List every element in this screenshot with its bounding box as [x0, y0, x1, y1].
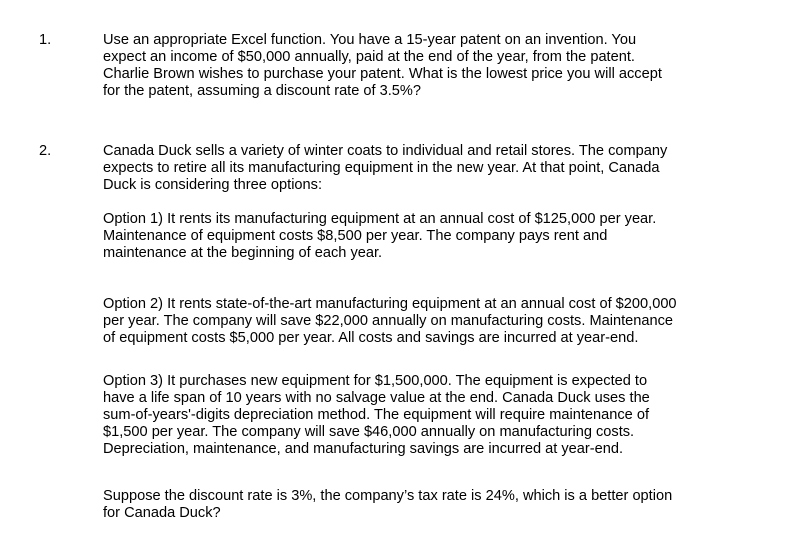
question-2-prompt: [103, 488, 783, 522]
question-1-text: [103, 32, 783, 100]
question-2-number: 2.: [39, 143, 52, 159]
text-line: Suppose the discount rate is 3%, the company’s tax rate is 24%, which is a better option: [103, 488, 673, 504]
text-line: for Canada Duck?: [103, 505, 221, 521]
text-line: expects to retire all its manufacturing equipment in the new year. At that point, Canada: [103, 160, 660, 176]
text-line: Maintenance of equipment costs $8,500 per year. The company pays rent and: [103, 228, 608, 244]
text-line: Option 1) It rents its manufacturing equipment at an annual cost of $125,000 per year.: [103, 211, 657, 227]
text-line: Canada Duck sells a variety of winter coats to individual and retail stores. The company: [103, 143, 668, 159]
question-2-option-2: [103, 296, 783, 347]
text-line: sum-of-years'-digits depreciation method. The equipment will require maintenance of: [103, 407, 650, 423]
text-line: Use an appropriate Excel function. You have a 15-year patent on an invention. You: [103, 32, 637, 48]
text-line: per year. The company will save $22,000 annually on manufacturing costs. Maintenance: [103, 313, 674, 329]
text-line: Option 3) It purchases new equipment for $1,500,000. The equipment is expected to: [103, 373, 648, 389]
question-2-option-1: [103, 211, 783, 262]
text-line: $1,500 per year. The company will save $46,000 annually on manufacturing costs.: [103, 424, 635, 440]
text-line: Charlie Brown wishes to purchase your patent. What is the lowest price you will accept: [103, 66, 662, 82]
text-line: of equipment costs $5,000 per year. All costs and savings are incurred at year-end.: [103, 330, 639, 346]
question-2-option-3: [103, 373, 783, 458]
text-line: maintenance at the beginning of each year.: [103, 245, 383, 261]
question-1-number: 1.: [39, 32, 52, 48]
text-line: Duck is considering three options:: [103, 177, 323, 193]
text-line: for the patent, assuming a discount rate of 3.5%?: [103, 83, 422, 99]
text-line: expect an income of $50,000 annually, paid at the end of the year, from the patent.: [103, 49, 635, 65]
text-line: Depreciation, maintenance, and manufacturing savings are incurred at year-end.: [103, 441, 623, 457]
text-line: Option 2) It rents state-of-the-art manufacturing equipment at an annual cost of $200,000: [103, 296, 677, 312]
text-line: have a life span of 10 years with no salvage value at the end. Canada Duck uses the: [103, 390, 650, 406]
question-2-intro: [103, 143, 783, 194]
